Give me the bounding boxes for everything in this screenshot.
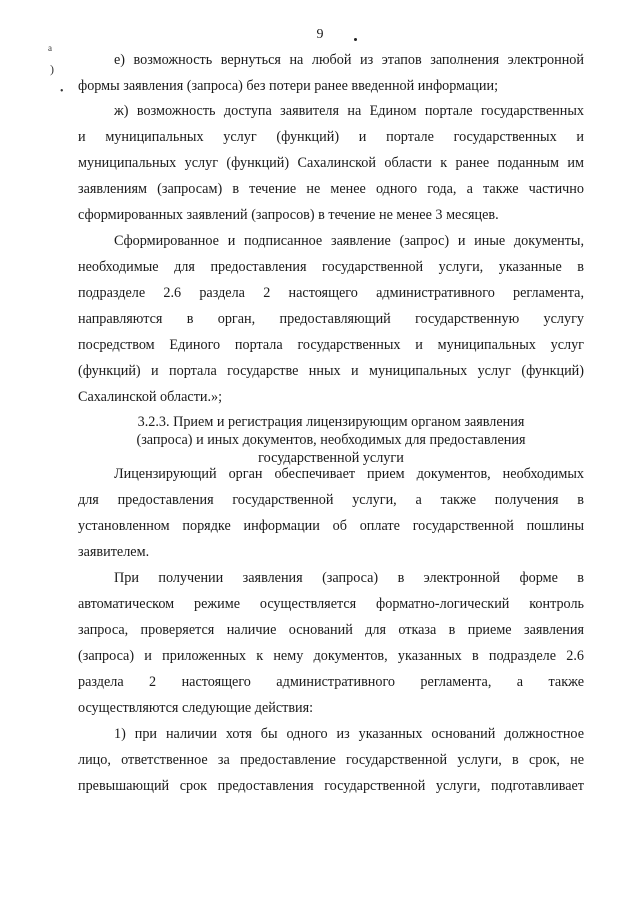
paragraph-electronic-receipt (78, 570, 584, 726)
text-line: запроса, проверяется наличие оснований для отказа в приеме заявления (78, 622, 584, 638)
text-line: Сахалинской области.»; (78, 389, 223, 405)
margin-mark: a (48, 43, 52, 53)
text-line: При получении заявления (запроса) в электронной форме в (114, 570, 584, 586)
page-number: 9 (316, 27, 324, 42)
margin-mark: ) (50, 62, 54, 76)
section-heading (78, 413, 584, 467)
text-line: превышающий срок предоставления государственной услуги, подготавливает (78, 778, 584, 794)
text-line: е) возможность вернуться на любой из этапов заполнения электронной (114, 52, 584, 68)
text-line: 1) при наличии хотя бы одного из указанных оснований должностное (114, 726, 584, 742)
text-line: ж) возможность доступа заявителя на Едином портале государственных (114, 103, 584, 119)
text-line: муниципальных услуг (функций) Сахалинской области к ранее поданным им (78, 155, 584, 171)
text-line: заявлениям (запросам) в течение не менее одного года, а также частично (78, 181, 584, 197)
text-line: (запроса) и приложенных к нему документов, указанных в подразделе 2.6 (78, 648, 584, 664)
paragraph-formed-application (78, 233, 584, 415)
text-line: Сформированное и подписанное заявление (запрос) и иные документы, (114, 233, 584, 249)
paragraph-zh (78, 103, 584, 233)
text-line: направляются в орган, предоставляющий государственную услугу (78, 311, 584, 327)
paragraph-item-1 (78, 726, 584, 804)
text-line: установленном порядке информации об оплате государственной пошлины (78, 518, 584, 534)
text-line: автоматическом режиме осуществляется форматно-логический контроль (78, 596, 584, 612)
heading-line: государственной услуги (258, 450, 404, 466)
text-line: раздела 2 настоящего административного регламента, а также (78, 674, 584, 690)
heading-line: 3.2.3. Прием и регистрация лицензирующим органом заявления (137, 414, 525, 430)
text-line: подразделе 2.6 раздела 2 настоящего административного регламента, (78, 285, 584, 301)
text-line: и муниципальных услуг (функций) и портале государственных и (78, 129, 584, 145)
text-line: Лицензирующий орган обеспечивает прием документов, необходимых (114, 466, 584, 482)
text-line: сформированных заявлений (запросов) в течение не менее 3 месяцев. (78, 207, 499, 223)
text-line: необходимые для предоставления государственной услуги, указанные в (78, 259, 584, 275)
scan-speck (354, 38, 357, 41)
text-line: заявителем. (78, 544, 150, 560)
text-line: посредством Единого портала государственных и муниципальных услуг (78, 337, 584, 353)
heading-line: (запроса) и иных документов, необходимых для предоставления (136, 432, 526, 448)
text-line: осуществляются следующие действия: (78, 700, 314, 716)
paragraph-licensing-body (78, 466, 584, 570)
text-line: (функций) и портала государстве нных и муниципальных услуг (функций) (78, 363, 584, 379)
text-line: лицо, ответственное за предоставление государственной услуги, в срок, не (78, 752, 584, 768)
margin-mark: • (60, 86, 64, 97)
paragraph-e (78, 52, 584, 104)
text-line: для предоставления государственной услуги, а также получения в (78, 492, 584, 508)
text-line: формы заявления (запроса) без потери ранее введенной информации; (78, 78, 499, 94)
